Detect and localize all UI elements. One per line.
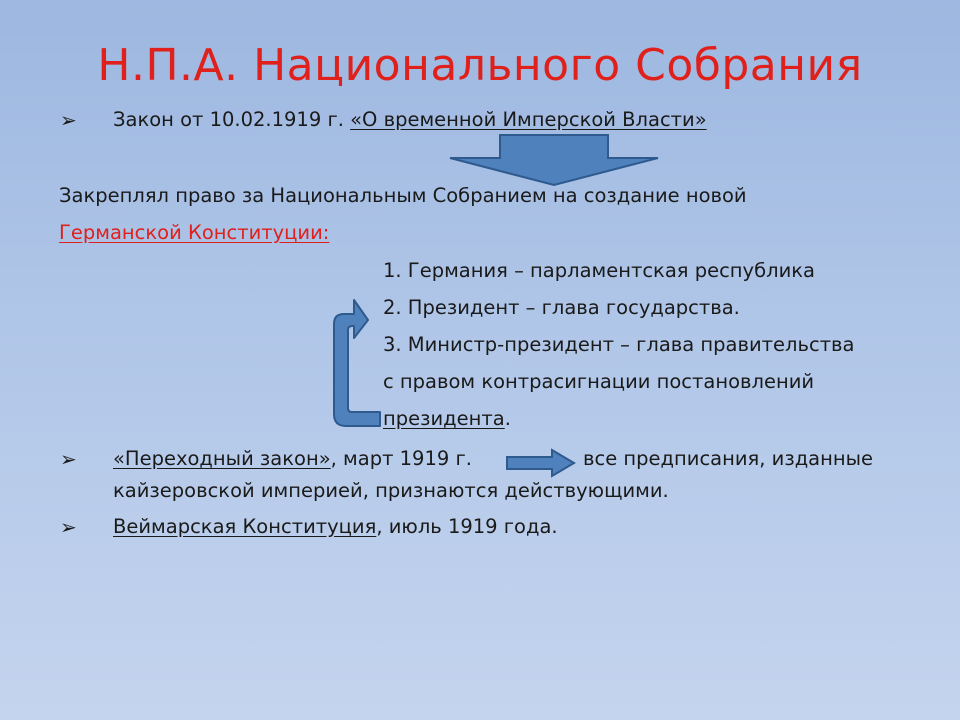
point-3-period: . xyxy=(504,407,511,430)
law1-name: «О временной Имперской Власти» xyxy=(350,108,707,131)
law3-name: Веймарская Конституция xyxy=(113,515,377,538)
law2-name: «Переходный закон» xyxy=(113,447,331,470)
law1-line xyxy=(113,108,707,132)
law3-date: , июль 1919 года. xyxy=(376,515,558,538)
slide-title: Н.П.А. Национального Собрания xyxy=(97,40,863,91)
point-3-end xyxy=(383,407,511,431)
bullet-arrow-icon: ➢ xyxy=(60,447,77,471)
point-1: 1. Германия – парламентская республика xyxy=(383,259,815,282)
curved-return-arrow-icon xyxy=(322,294,382,440)
consequence-line2: Германской Конституции: xyxy=(59,221,330,244)
right-arrow-icon xyxy=(506,449,576,477)
law1-prefix: Закон от 10.02.1919 г. xyxy=(113,108,351,131)
law3-line xyxy=(113,515,558,539)
consequence-line1: Закреплял право за Национальным Собранием на создание новой xyxy=(59,184,747,207)
law2-result-line1: все предписания, изданные xyxy=(583,447,874,470)
law2-line xyxy=(113,447,472,471)
president-link-text: президента xyxy=(383,407,505,430)
point-2: 2. Президент – глава государства. xyxy=(383,296,740,319)
law2-date: , март 1919 г. xyxy=(330,447,472,470)
point-3: 3. Министр-президент – глава правительства xyxy=(383,333,855,356)
point-3-continuation: с правом контрасигнации постановлений xyxy=(383,370,815,393)
down-arrow-icon xyxy=(448,134,660,186)
bullet-arrow-icon: ➢ xyxy=(60,515,77,539)
law2-result-line2: кайзеровской империей, признаются действующими. xyxy=(113,479,669,502)
bullet-arrow-icon: ➢ xyxy=(60,108,77,132)
